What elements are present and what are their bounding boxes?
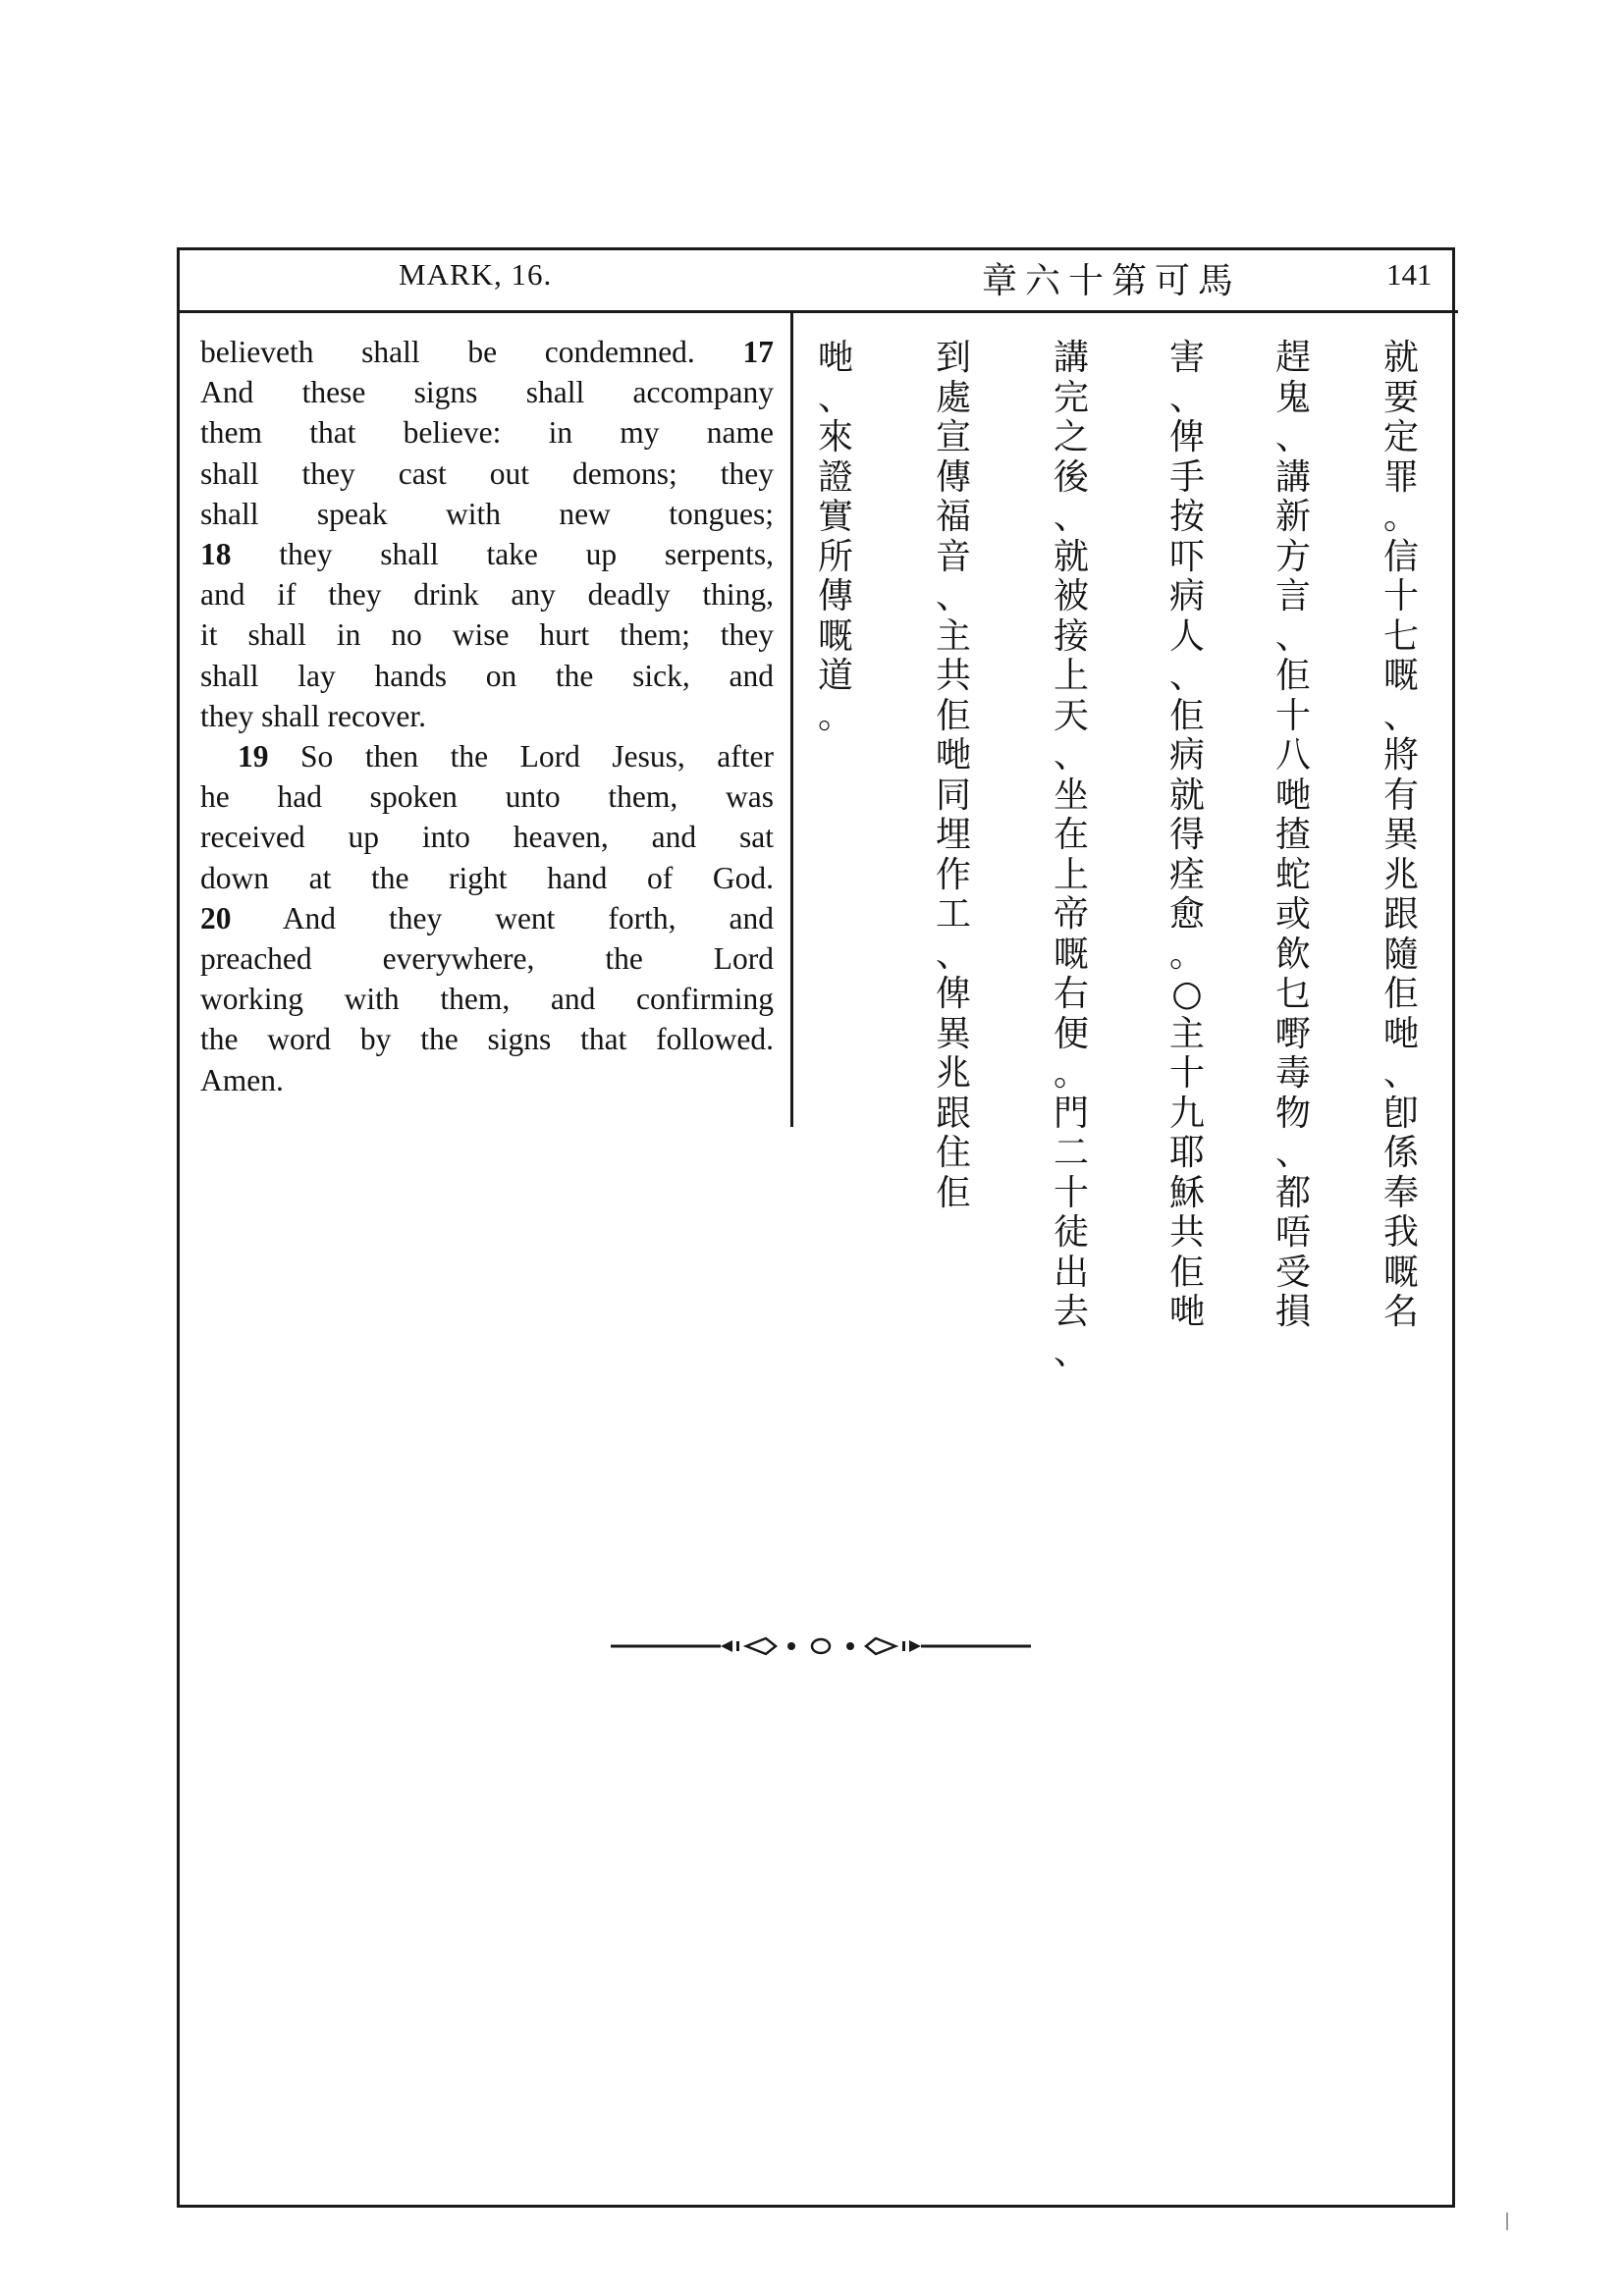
ornament-divider-icon	[611, 1633, 1031, 1659]
page-number: 141	[1386, 257, 1433, 292]
english-line-text: it shall in no wise hurt them; they	[200, 617, 774, 653]
verse-number: 20	[200, 900, 232, 935]
english-line	[200, 898, 774, 938]
chinese-column: 趕 鬼 、 講 新 方 言 、 佢 十 八 哋 揸 蛇 或 飲 乜 嘢 毒 物 、 都 唔 受 損	[1274, 338, 1311, 1332]
running-title-english: MARK, 16.	[399, 257, 553, 292]
header-rule	[180, 310, 1458, 313]
english-line	[200, 1019, 774, 1059]
english-line	[200, 454, 774, 494]
english-line-text: they shall take up serpents,	[231, 537, 774, 572]
english-line	[200, 494, 774, 534]
english-line-text: And these signs shall accompany	[200, 375, 774, 410]
english-line	[200, 938, 774, 979]
english-line	[200, 656, 774, 696]
english-line	[200, 534, 774, 574]
verse-number: 17	[742, 335, 774, 369]
verse-number: 19	[238, 739, 269, 774]
english-line	[200, 1060, 774, 1100]
english-line-text: shall speak with new tongues;	[200, 496, 774, 531]
chinese-column: 哋 、 來 證 實 所 傳 嘅 道 。	[817, 338, 853, 736]
chinese-column: 講 完 之 後 、 就 被 接 上 天 、 坐 在 上 帝 嘅 右 便 。 門 二 十 徒 出 去 、	[1053, 338, 1089, 1372]
english-line-text: they shall recover.	[200, 698, 427, 733]
english-line-text: received up into heaven, and sat	[200, 820, 774, 855]
english-line	[200, 776, 774, 817]
chinese-column: 害 、 俾 手 按 吓 病 人 、 佢 病 就 得 痊 愈 。 ○ 主 十 九 耶 穌 共 佢 哋	[1168, 338, 1205, 1332]
english-line-text: Amen.	[200, 1062, 284, 1097]
english-line	[200, 817, 774, 857]
verse-number: 18	[200, 537, 232, 572]
english-line	[200, 412, 774, 453]
english-text-column	[200, 332, 774, 1100]
running-title-chinese: 章六十第可馬	[982, 261, 1242, 301]
english-line-text: preached everywhere, the Lord	[200, 941, 774, 977]
english-line	[200, 332, 774, 372]
english-line	[200, 979, 774, 1019]
chinese-column: 到 處 宣 傳 福 音 、 主 共 佢 哋 同 埋 作 工 、 俾 異 兆 跟 住 佢	[935, 338, 971, 1213]
english-line	[200, 858, 774, 898]
english-line-text: down at the right hand of God.	[200, 860, 774, 895]
english-line	[200, 574, 774, 614]
edge-mark	[1506, 2213, 1508, 2230]
english-line	[200, 696, 774, 736]
english-line-text: shall they cast out demons; they	[200, 455, 774, 491]
english-line-text: And they went forth, and	[231, 900, 774, 935]
english-line-text: working with them, and confirming	[200, 982, 774, 1017]
column-divider	[790, 312, 793, 1127]
english-line	[200, 614, 774, 655]
english-line-text: them that believe: in my name	[200, 415, 774, 451]
english-line-text: believeth shall be condemned.	[200, 335, 743, 369]
english-line-text: he had spoken unto them, was	[200, 779, 774, 815]
english-line-text: the word by the signs that followed.	[200, 1022, 774, 1057]
english-line	[200, 736, 774, 776]
english-line-text: and if they drink any deadly thing,	[200, 577, 774, 613]
english-line	[200, 372, 774, 412]
chinese-column: 就 要 定 罪 。 信 十 七 嘅 、 將 有 異 兆 跟 隨 佢 哋 、 卽 係 奉 我 嘅 名	[1382, 338, 1419, 1332]
english-line-text: shall lay hands on the sick, and	[200, 658, 774, 693]
english-line-text: So then the Lord Jesus, after	[268, 739, 774, 774]
